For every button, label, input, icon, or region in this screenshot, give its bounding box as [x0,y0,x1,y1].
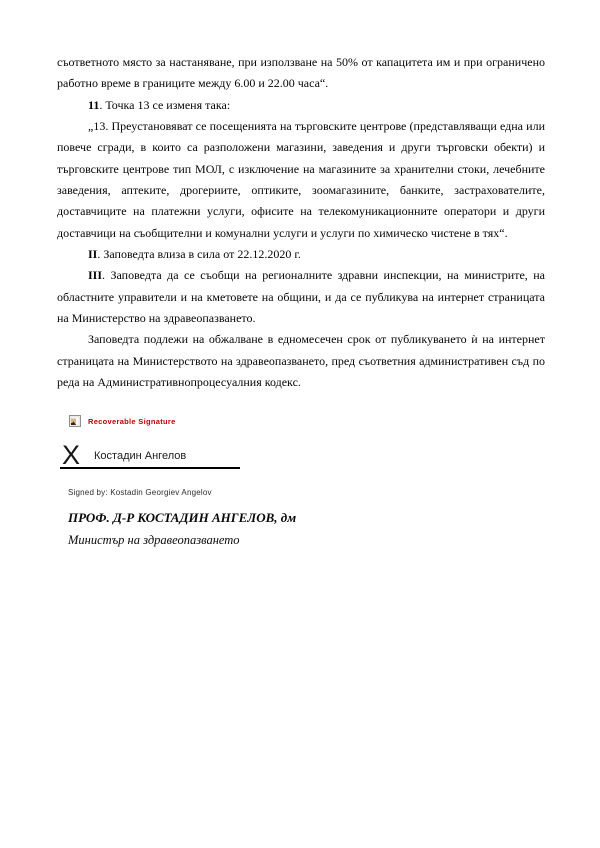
paragraph-text: . Точка 13 се изменя така: [99,97,231,112]
body-paragraph [57,329,545,393]
paragraph-text: . Заповедта влиза в сила от 22.12.2020 г. [97,247,301,262]
body-paragraph [57,52,545,95]
signatory-title: Министър на здравеопазването [68,532,240,547]
paragraph-number: III [88,268,103,283]
paragraph-text: съответното място за настаняване, при използване на 50% от капацитета им и при ограничено работно време в границите между 6.00 и 22.00 часа“. [57,55,545,91]
paragraph-number: II [88,247,98,262]
paragraph-text: „13. Преустановяват се посещенията на търговските центрове (представляващи една или повече сгради, в които са разположени магазини, заведения и други търговски обекти) и търговските центрове тип МОЛ, с изключение на магазините за хранителни стоки, лечебните заведения, аптеките, дрогериите, оптиките, зоомагазините, банките, застрахователите, доставчиците на платежни услуги, офисите на телекомуникационните оператори и други доставчици на съобщителни и комунални услуги и услуги по химическо чистене в тях“. [57,119,545,240]
signature-block [57,415,545,548]
body-paragraph [57,244,545,265]
signer-name: Костадин Ангелов [94,449,187,462]
document-body [57,52,545,548]
body-paragraph [57,95,545,116]
paragraph-number: 11 [88,97,100,112]
signature-x-mark: X [62,439,81,470]
paragraph-text: . Заповедта да се съобщи на регионалните здравни инспекции, на министрите, на областните управители и на кметовете на общини, и да се публикува на интернет страницата на Министерство на здравеопазването. [57,268,545,326]
signature-line-field[interactable] [60,435,240,469]
signature-badge [69,415,545,428]
image-placeholder-icon [69,415,81,427]
body-paragraph [57,116,545,244]
signatory-name: ПРОФ. Д-Р КОСТАДИН АНГЕЛОВ, дм [68,509,297,525]
paragraph-text: Заповедта подлежи на обжалване в едномесечен срок от публикуването ѝ на интернет страницата на Министерството на здравеопазването, пред съответния административен съд по реда на Административнопроцесуалния кодекс. [57,332,545,390]
recoverable-signature-label: Recoverable Signature [88,416,176,426]
body-paragraph [57,265,545,329]
signed-by-text: Signed by: Kostadin Georgiev Angelov [68,487,212,497]
